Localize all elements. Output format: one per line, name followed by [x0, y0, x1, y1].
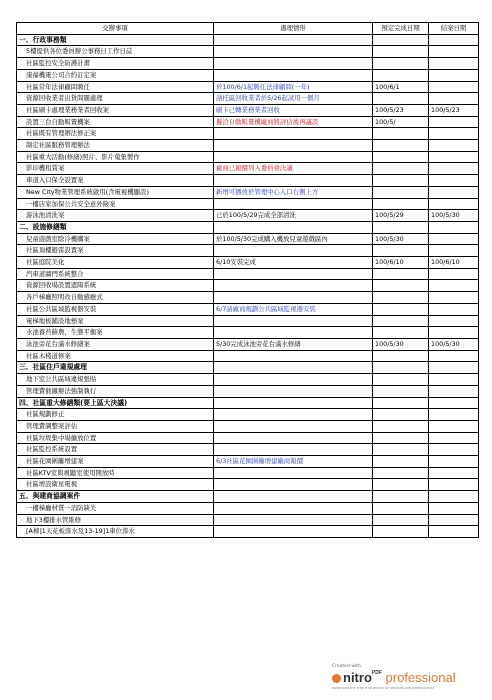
task-item-cell: 二、設施修繕類 [17, 221, 214, 233]
closed-date-cell: 100/5/23 [429, 104, 479, 116]
closed-date-cell: 100/5/30 [429, 210, 479, 222]
table-row [17, 186, 479, 198]
table-row [17, 315, 479, 327]
planned-date-cell [373, 385, 429, 397]
task-item-cell: 5樓提供各位委員辦公事務日工作日誌 [17, 46, 214, 58]
task-item-cell: 社區木棧道修案 [17, 350, 214, 362]
status-cell: 6/10安裝完成 [214, 257, 373, 269]
table-row [17, 456, 479, 468]
closed-date-cell [429, 233, 479, 245]
planned-date-cell [373, 444, 429, 456]
planned-date-cell [373, 303, 429, 315]
status-cell [214, 69, 373, 81]
closed-date-cell [429, 303, 479, 315]
closed-date-cell [429, 93, 479, 105]
task-item-cell: 制定社區服務管理辦法 [17, 140, 214, 152]
status-cell [214, 491, 373, 503]
planned-date-cell [373, 280, 429, 292]
table-row [17, 46, 479, 58]
closed-date-cell [429, 350, 479, 362]
nitro-logo-icon [332, 674, 341, 683]
table-row [17, 350, 479, 362]
section-row [17, 491, 479, 503]
header-row [17, 23, 479, 35]
closed-date-cell [429, 81, 479, 93]
closed-date-cell: 100/5/30 [429, 338, 479, 350]
closed-date-cell [429, 362, 479, 374]
task-item-cell: 社區KTV室與視聽室使用開放時 [17, 467, 214, 479]
status-cell [214, 397, 373, 409]
section-row [17, 397, 479, 409]
closed-date-cell [429, 280, 479, 292]
table-row [17, 268, 479, 280]
status-cell: 於100/5/30完成購入機放兒童遊戲區內 [214, 233, 373, 245]
planned-date-cell [373, 362, 429, 374]
nitro-watermark [332, 664, 482, 692]
status-cell: 新增可播放於管理中心入口右側上方 [214, 186, 373, 198]
closed-date-cell [429, 385, 479, 397]
table-row [17, 327, 479, 339]
planned-date-cell [373, 268, 429, 280]
task-item-cell: 游泳池清洗案 [17, 210, 214, 222]
closed-date-cell [429, 58, 479, 70]
closed-date-cell [429, 198, 479, 210]
status-cell [214, 432, 373, 444]
task-item-cell: 汽車道牆門系統整合 [17, 268, 214, 280]
task-item-cell: 社區規劃修正 [17, 409, 214, 421]
planned-date-cell: 100/5/23 [373, 104, 429, 116]
table-row [17, 280, 479, 292]
status-cell [214, 409, 373, 421]
planned-date-cell [373, 420, 429, 432]
planned-date-cell [373, 58, 429, 70]
table-row [17, 420, 479, 432]
planned-date-cell [373, 467, 429, 479]
section-row [17, 362, 479, 374]
planned-date-cell [373, 491, 429, 503]
status-cell: 廠商已報價列入委員會決議 [214, 163, 373, 175]
task-item-cell: [A棟]1天花板滲水及13-19]1車位滲水 [17, 526, 214, 538]
table-row [17, 385, 479, 397]
closed-date-cell [429, 467, 479, 479]
section-row [17, 221, 479, 233]
planned-date-cell [373, 175, 429, 187]
table-row [17, 502, 479, 514]
table-row [17, 116, 479, 128]
status-cell: 請托區回收業者於5/26起試用一個月 [214, 93, 373, 105]
section-row [17, 34, 479, 46]
task-item-cell: 社區增設衛星電視 [17, 479, 214, 491]
status-cell: 6/3社區花園圍籬增建廠商報價 [214, 456, 373, 468]
task-item-cell: 地下3樓排水管維修 [17, 514, 214, 526]
task-item-cell: 一、行政事務類 [17, 34, 214, 46]
status-cell [214, 526, 373, 538]
task-item-cell: 社區頂樓避雷設置案 [17, 245, 214, 257]
table-row [17, 526, 479, 538]
task-item-cell: 社區監控系統設置 [17, 444, 214, 456]
planned-date-cell: 100/5/29 [373, 210, 429, 222]
planned-date-cell [373, 456, 429, 468]
planned-date-cell [373, 69, 429, 81]
nitro-pdf: PDF [371, 670, 382, 676]
status-cell [214, 34, 373, 46]
closed-date-cell [429, 163, 479, 175]
status-cell [214, 502, 373, 514]
status-cell [214, 245, 373, 257]
closed-date-cell [429, 502, 479, 514]
status-cell: 已於100/5/29完成全部清洗 [214, 210, 373, 222]
table-row [17, 233, 479, 245]
table-row [17, 93, 479, 105]
status-cell [214, 362, 373, 374]
closed-date-cell [429, 315, 479, 327]
status-cell: 擬洽自動販賣機廠商將評估後再議設 [214, 116, 373, 128]
status-cell [214, 151, 373, 163]
nitro-edition: professional [385, 670, 456, 685]
task-item-cell: 社區刷卡處理業務業者回收案 [17, 104, 214, 116]
task-item-cell: 車道入口保全設置案 [17, 175, 214, 187]
planned-date-cell [373, 93, 429, 105]
table-row [17, 374, 479, 386]
task-table [16, 22, 479, 538]
header-status: 處理情形 [214, 23, 373, 35]
table-row [17, 444, 479, 456]
status-cell [214, 420, 373, 432]
status-cell: 6/7請廠商規劃公共區域監視器安裝 [214, 303, 373, 315]
closed-date-cell [429, 221, 479, 233]
task-item-cell: 管理費催繳辦法強制執行 [17, 385, 214, 397]
closed-date-cell [429, 397, 479, 409]
task-item-cell: 資源回收場設置遮陽系統 [17, 280, 214, 292]
crafted-with-text: Created with [332, 664, 361, 669]
table-row [17, 409, 479, 421]
nitro-logo [332, 670, 456, 685]
closed-date-cell [429, 514, 479, 526]
table-row [17, 432, 479, 444]
nitro-brand: nitro [343, 670, 372, 685]
status-cell: 刷卡已轉業務業者回收 [214, 104, 373, 116]
task-item-cell: 水池養苔蘚農，生態平衡案 [17, 327, 214, 339]
table-row [17, 479, 479, 491]
table-row [17, 163, 479, 175]
task-item-cell: 設置三台自動販賣機案 [17, 116, 214, 128]
planned-date-cell: 100/5/30 [373, 338, 429, 350]
planned-date-cell: 100/5/30 [373, 233, 429, 245]
status-cell [214, 467, 373, 479]
task-item-cell: 兒童遊戲室除冷機購案 [17, 233, 214, 245]
status-cell [214, 198, 373, 210]
closed-date-cell [429, 69, 479, 81]
task-item-cell: 三、社區住戶違規處理 [17, 362, 214, 374]
task-item-cell: 社區庭院美化 [17, 257, 214, 269]
task-item-cell: 資源回收業者出貨問題處理 [17, 93, 214, 105]
task-item-cell: 社區垃圾集中場擴放位置 [17, 432, 214, 444]
closed-date-cell [429, 432, 479, 444]
planned-date-cell [373, 327, 429, 339]
task-item-cell: 社區花園圍籬增建案 [17, 456, 214, 468]
planned-date-cell [373, 221, 429, 233]
nitro-tagline: download the free trial online at nitropdf.com/professional [332, 686, 434, 690]
status-cell [214, 128, 373, 140]
status-cell [214, 58, 373, 70]
status-cell [214, 280, 373, 292]
closed-date-cell [429, 151, 479, 163]
closed-date-cell [429, 526, 479, 538]
planned-date-cell [373, 140, 429, 152]
task-item-cell: 社區既有管理辦法修正案 [17, 128, 214, 140]
table-row [17, 151, 479, 163]
task-item-cell: 泳池旁花台滿水修繕案 [17, 338, 214, 350]
status-cell: 5/30完成泳池旁花台滿水修繕 [214, 338, 373, 350]
status-cell [214, 292, 373, 304]
header-closed-date: 結案日期 [429, 23, 479, 35]
planned-date-cell [373, 526, 429, 538]
closed-date-cell [429, 116, 479, 128]
planned-date-cell [373, 409, 429, 421]
planned-date-cell [373, 198, 429, 210]
planned-date-cell [373, 163, 429, 175]
planned-date-cell [373, 151, 429, 163]
closed-date-cell [429, 479, 479, 491]
closed-date-cell [429, 268, 479, 280]
task-rows [17, 34, 479, 537]
planned-date-cell: 100/6/10 [373, 257, 429, 269]
status-cell [214, 315, 373, 327]
planned-date-cell: 100/6/1 [373, 81, 429, 93]
table-row [17, 104, 479, 116]
status-cell [214, 479, 373, 491]
closed-date-cell [429, 128, 479, 140]
planned-date-cell [373, 374, 429, 386]
planned-date-cell [373, 432, 429, 444]
planned-date-cell [373, 128, 429, 140]
planned-date-cell [373, 46, 429, 58]
task-item-cell: 康福機電公司合約訂定案 [17, 69, 214, 81]
closed-date-cell [429, 409, 479, 421]
status-cell [214, 327, 373, 339]
closed-date-cell [429, 245, 479, 257]
table-row [17, 175, 479, 187]
closed-date-cell [429, 491, 479, 503]
planned-date-cell [373, 34, 429, 46]
task-item-cell: 社區常年法律顧問聘任 [17, 81, 214, 93]
status-cell: 於100/6/1起聘任法律顧問(一年) [214, 81, 373, 93]
table-row [17, 81, 479, 93]
task-item-cell: 社區監控安全防護計畫 [17, 58, 214, 70]
table-row [17, 303, 479, 315]
planned-date-cell [373, 397, 429, 409]
header-item: 交辦事項 [17, 23, 214, 35]
task-item-cell: 一樓梯廳材質一消防缺失 [17, 502, 214, 514]
task-item-cell: 地下室公共區域違規張貼 [17, 374, 214, 386]
table-row [17, 257, 479, 269]
status-cell [214, 385, 373, 397]
table-row [17, 292, 479, 304]
status-cell [214, 175, 373, 187]
header-planned-date: 預定完成日期 [373, 23, 429, 35]
closed-date-cell [429, 420, 479, 432]
task-item-cell: 各戶梯廳照明改自動感應式 [17, 292, 214, 304]
table-row [17, 198, 479, 210]
planned-date-cell [373, 479, 429, 491]
task-item-cell: 社區重大活動(修繕)照片、影片蒐集製作 [17, 151, 214, 163]
closed-date-cell [429, 186, 479, 198]
task-item-cell: 社區公共區域監視器安裝 [17, 303, 214, 315]
status-cell [214, 350, 373, 362]
table-row [17, 128, 479, 140]
status-cell [214, 268, 373, 280]
task-item-cell: 影印機租賃案 [17, 163, 214, 175]
task-item-cell: 四、社區重大修繕類(要上區大決議) [17, 397, 214, 409]
table-row [17, 338, 479, 350]
table-row [17, 514, 479, 526]
table-row [17, 210, 479, 222]
task-item-cell: New City物業管理系統啟用(含電視機顯設) [17, 186, 214, 198]
status-cell [214, 221, 373, 233]
task-item-cell: 一樓店家加保公共安全意外險案 [17, 198, 214, 210]
planned-date-cell [373, 186, 429, 198]
planned-date-cell [373, 350, 429, 362]
status-cell [214, 444, 373, 456]
status-cell [214, 514, 373, 526]
planned-date-cell: 100/5/ [373, 116, 429, 128]
status-cell [214, 140, 373, 152]
status-cell [214, 374, 373, 386]
closed-date-cell [429, 140, 479, 152]
task-item-cell: 電梯地板鋪設地墊案 [17, 315, 214, 327]
planned-date-cell [373, 292, 429, 304]
planned-date-cell [373, 245, 429, 257]
planned-date-cell [373, 502, 429, 514]
closed-date-cell [429, 444, 479, 456]
closed-date-cell [429, 175, 479, 187]
closed-date-cell [429, 46, 479, 58]
status-cell [214, 46, 373, 58]
task-item-cell: 管理費調整案評估 [17, 420, 214, 432]
task-item-cell: 五、與建商協調案件 [17, 491, 214, 503]
closed-date-cell [429, 327, 479, 339]
closed-date-cell: 100/6/10 [429, 257, 479, 269]
planned-date-cell [373, 315, 429, 327]
closed-date-cell [429, 456, 479, 468]
closed-date-cell [429, 292, 479, 304]
table-row [17, 467, 479, 479]
table-row [17, 245, 479, 257]
closed-date-cell [429, 34, 479, 46]
table-row [17, 140, 479, 152]
closed-date-cell [429, 374, 479, 386]
table-row [17, 58, 479, 70]
planned-date-cell [373, 514, 429, 526]
table-row [17, 69, 479, 81]
